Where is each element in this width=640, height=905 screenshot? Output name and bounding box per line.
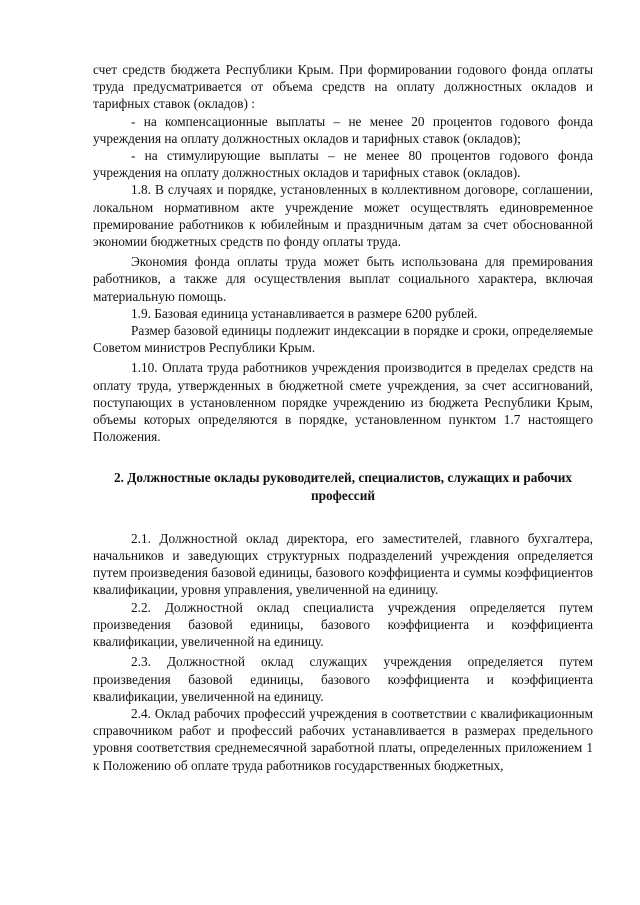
paragraph-dash-2: - на стимулирующие выплаты – не менее 80 процентов годового фонда учреждения на оплату должностных окладов и тарифных ставок (окладов).	[93, 148, 593, 181]
paragraph-1-8: 1.8. В случаях и порядке, установленных в коллективном договоре, соглашении, локальном нормативном акте учреждение может осуществлять единовременное премирование работников к юбилейным и праздничным датам за счет обоснованной экономии бюджетных средств по фонду оплаты труда.	[93, 182, 593, 250]
paragraph-2-3: 2.3. Должностной оклад служащих учреждения определяется путем произведения базовой единицы, базового коэффициента и коэффициента квалификации, увеличенной на единицу.	[93, 654, 593, 704]
paragraph-2-2: 2.2. Должностной оклад специалиста учреждения определяется путем произведения базовой единицы, базового коэффициента и коэффициента квалификации, увеличенной на единицу.	[93, 599, 593, 650]
section-1-continued	[93, 61, 593, 445]
paragraph-intro: счет средств бюджета Республики Крым. При формировании годового фонда оплаты труда предусматривается от объема средств на оплату должностных окладов и тарифных ставок (окладов) :	[93, 62, 593, 112]
section-2-body	[93, 530, 593, 774]
paragraph-1-10: 1.10. Оплата труда работников учреждения производится в пределах средств на оплату труда, утвержденных в бюджетной смете учреждения, за счет ассигнований, поступающих в установленном порядке учреждению из бюджета Республики Крым, объемы которых определяются в порядке, установленном пунктом 1.7 настоящего Положения.	[93, 360, 593, 445]
paragraph-index: Размер базовой единицы подлежит индексации в порядке и сроки, определяемые Советом министров Республики Крым.	[93, 323, 593, 356]
section-2-heading: 2. Должностные оклады руководителей, специалистов, служащих и рабочих профессий	[113, 470, 573, 503]
page-content	[93, 61, 593, 774]
paragraph-1-9: 1.9. Базовая единица устанавливается в размере 6200 рублей.	[131, 305, 478, 321]
paragraph-2-1: 2.1. Должностной оклад директора, его заместителей, главного бухгалтера, начальников и заведующих структурных подразделений учреждения определяется путем произведения базовой единицы, базового коэффициента и суммы коэффициентов квалификации, уровня управления, увеличенной на единицу.	[93, 530, 593, 598]
paragraph-economy: Экономия фонда оплаты труда может быть использована для премирования работников, а также для осуществления выплат социального характера, включая материальную помощь.	[93, 254, 593, 304]
paragraph-2-4: 2.4. Оклад рабочих профессий учреждения в соответствии с квалификационным справочником работ и профессий рабочих устанавливается в размерах предельного уровня соответствия среднемесячной заработной платы, определенных приложением 1 к Положению об оплате труда работников государственных бюджетных,	[93, 705, 593, 773]
paragraph-dash-1: - на компенсационные выплаты – не менее 20 процентов годового фонда учреждения на оплату должностных окладов и тарифных ставок (окладов);	[93, 113, 593, 146]
